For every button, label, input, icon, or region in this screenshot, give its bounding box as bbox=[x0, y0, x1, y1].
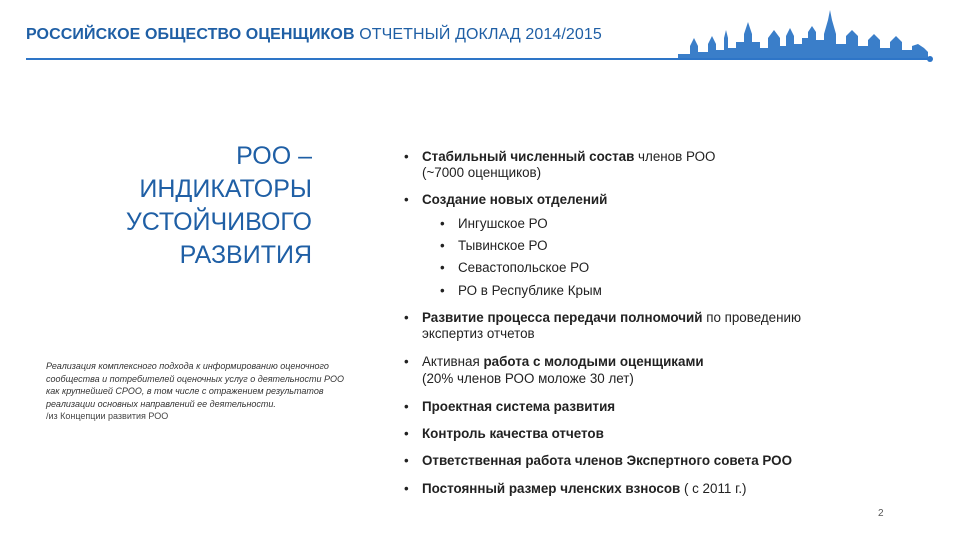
item-bold: Развитие процесса передачи полномочий bbox=[422, 310, 703, 325]
bullet-icon: • bbox=[404, 192, 409, 207]
bullet-icon: • bbox=[440, 238, 445, 253]
item-bold: работа с молодыми оценщиками bbox=[483, 354, 704, 369]
item-bold: Проектная система развития bbox=[422, 399, 616, 414]
slide-title bbox=[126, 140, 312, 272]
sub-item-text: РО в Республике Крым bbox=[458, 283, 602, 298]
quote-source: /из Концепции развития РОО bbox=[46, 411, 169, 422]
item-bold: Стабильный численный состав bbox=[422, 149, 635, 164]
item-text: экспертиз отчетов bbox=[422, 326, 535, 341]
item-text: ( с 2011 г.) bbox=[680, 481, 747, 496]
item-text: членов РОО bbox=[634, 149, 716, 164]
bullet-icon: • bbox=[404, 310, 409, 325]
sub-item-text: Ингушское РО bbox=[458, 216, 548, 231]
header-divider bbox=[26, 58, 930, 60]
title-line-1: РОО – bbox=[236, 142, 312, 170]
city-skyline-icon bbox=[678, 8, 928, 60]
item-text: (20% членов РОО моложе 30 лет) bbox=[422, 371, 634, 386]
header-title bbox=[26, 26, 602, 44]
bullet-icon: • bbox=[404, 354, 409, 369]
concept-quote bbox=[46, 360, 358, 423]
item-bold: Контроль качества отчетов bbox=[422, 426, 604, 441]
quote-text: Реализация комплексного подхода к информированию оценочного сообщества и потребителей оценочных услуг о деятельности РОО как крупнейшей СРОО, в том числе с отражением результатов реализации основных направлений ее деятельности. bbox=[46, 361, 344, 409]
sub-item-text: Севастопольское РО bbox=[458, 260, 590, 275]
bullet-icon: • bbox=[404, 149, 409, 164]
title-line-4: РАЗВИТИЯ bbox=[179, 241, 312, 269]
item-text: по проведению bbox=[702, 310, 802, 325]
header-divider-dot bbox=[927, 56, 933, 62]
bullet-icon: • bbox=[440, 283, 445, 298]
item-text: (~7000 оценщиков) bbox=[422, 165, 542, 180]
item-bold: Создание новых отделений bbox=[422, 192, 608, 207]
bullet-icon: • bbox=[440, 260, 445, 275]
title-line-3: УСТОЙЧИВОГО bbox=[125, 208, 312, 236]
item-bold: Постоянный размер членских взносов bbox=[422, 481, 681, 496]
item-text: Активная bbox=[422, 354, 484, 369]
bullet-icon: • bbox=[440, 216, 445, 231]
header-report: ОТЧЕТНЫЙ ДОКЛАД 2014/2015 bbox=[359, 26, 602, 43]
title-line-2: ИНДИКАТОРЫ bbox=[139, 175, 312, 203]
bullet-icon: • bbox=[404, 426, 409, 441]
header-org: РОССИЙСКОЕ ОБЩЕСТВО ОЦЕНЩИКОВ bbox=[26, 26, 355, 43]
sub-item-text: Тывинское РО bbox=[458, 238, 548, 253]
item-bold: Ответственная работа членов Экспертного совета РОО bbox=[422, 453, 793, 468]
bullet-icon: • bbox=[404, 481, 409, 496]
bullet-icon: • bbox=[404, 399, 409, 414]
page-number: 2 bbox=[878, 508, 884, 519]
bullet-icon: • bbox=[404, 453, 409, 468]
